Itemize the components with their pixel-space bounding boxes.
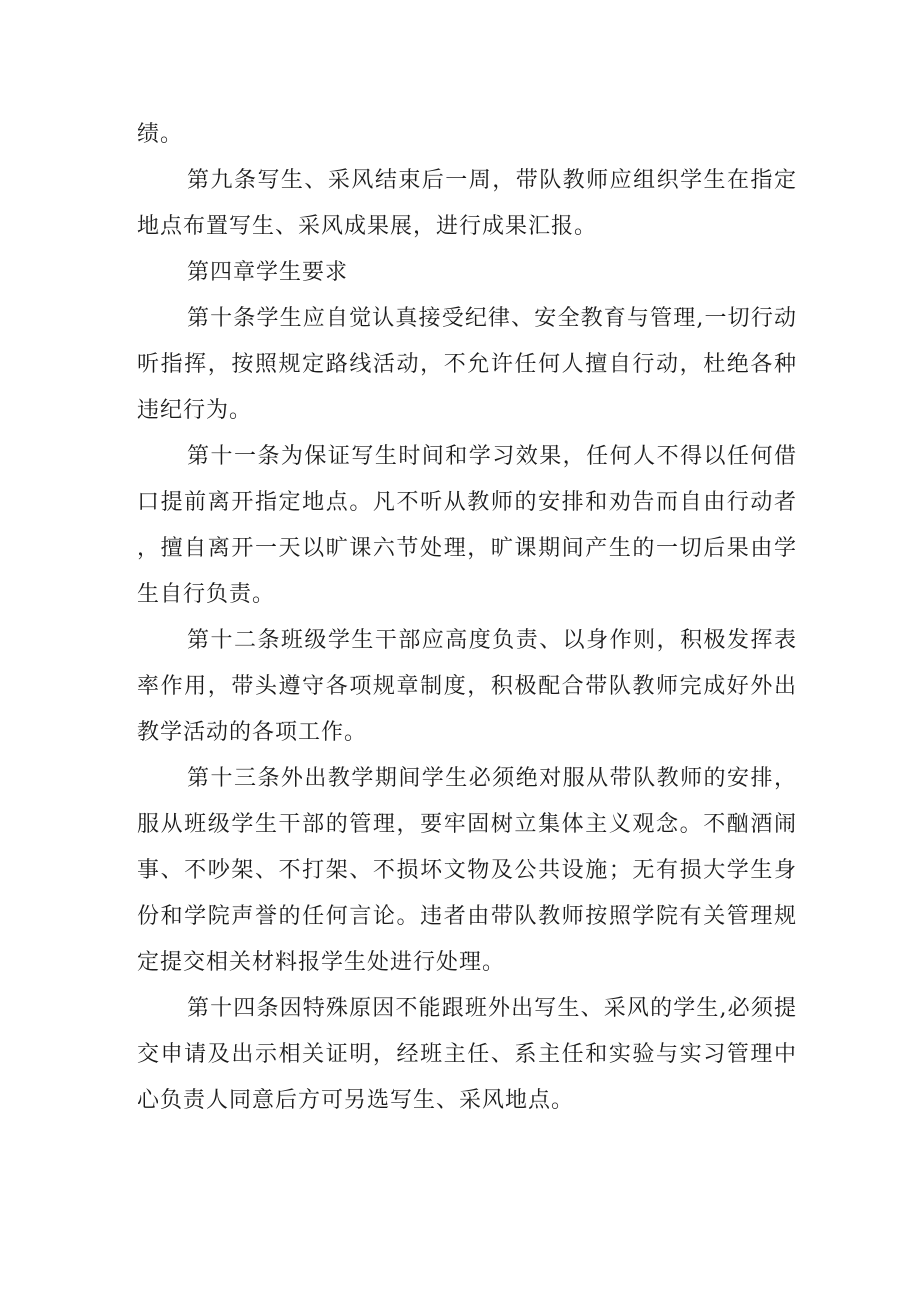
article-14: 第十四条因特殊原因不能跟班外出写生、采风的学生,必须提交申请及出示相关证明，经班主任、系主任和实验与实习管理中心负责人同意后方可另选写生、采风地点。: [137, 996, 797, 1113]
article-13: 第十三条外出教学期间学生必须绝对服从带队教师的安排，服从班级学生干部的管理，要牢固树立集体主义观念。不酗酒闹事、不吵架、不打架、不损坏文物及公共设施；无有损大学生身份和学院声誉的任何言论。违者由带队教师按照学院有关管理规定提交相关材料报学生处进行处理。: [137, 766, 797, 975]
document-body: [137, 112, 797, 1124]
article-12: 第十二条班级学生干部应高度负责、以身作则，积极发挥表率作用，带头遵守各项规章制度，积极配合带队教师完成好外出教学活动的各项工作。: [137, 628, 797, 745]
article-11: 第十一条为保证写生时间和学习效果，任何人不得以任何借口提前离开指定地点。凡不听从教师的安排和劝告而自由行动者，擅自离开一天以旷课六节处理，旷课期间产生的一切后果由学生自行负责。: [137, 444, 797, 607]
article-9: 第九条写生、采风结束后一周，带队教师应组织学生在指定地点布置写生、采风成果展，进行成果汇报。: [137, 168, 797, 239]
chapter-4-heading: 第四章学生要求: [187, 260, 349, 285]
article-10: 第十条学生应自觉认真接受纪律、安全教育与管理,一切行动听指挥，按照规定路线活动，不允许任何人擅自行动，杜绝各种违纪行为。: [137, 306, 797, 423]
paragraph-continuation: 绩。: [137, 122, 184, 147]
